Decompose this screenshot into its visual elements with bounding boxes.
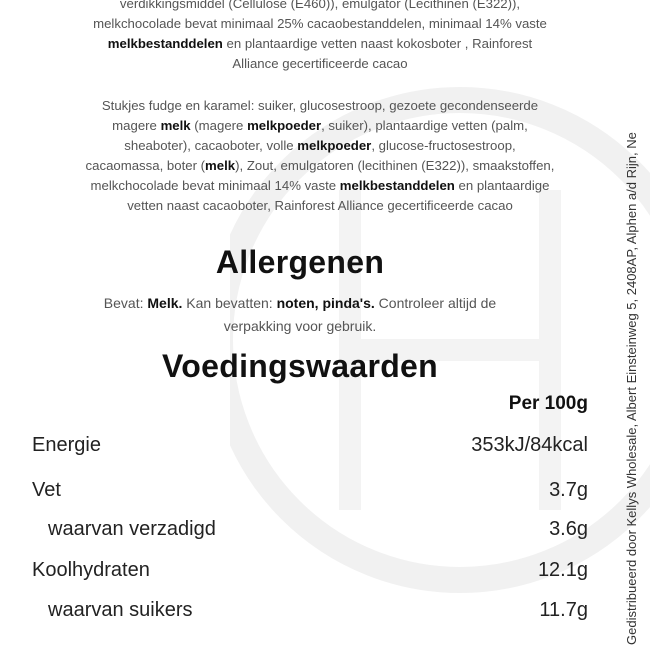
ingredients-line: vetten naast cacaoboter, Rainforest Alliance gecertificeerde cacao xyxy=(127,198,513,213)
nutrition-label: waarvan suikers xyxy=(48,599,193,621)
distributor-side-text xyxy=(624,0,644,650)
allergens-heading: Allergenen xyxy=(215,244,385,280)
ingredients-fragment: , glucose-fructosestroop, xyxy=(371,138,516,153)
ingredients-line: verdikkingsmiddel (Cellulose (E460)), emulgator (Lecithinen (E322)), xyxy=(119,0,521,11)
nutrition-heading: Voedingswaarden xyxy=(162,348,438,384)
ingredients-line xyxy=(30,116,610,136)
ingredients-line xyxy=(30,156,610,176)
ingredients-line xyxy=(30,136,610,156)
allergens-note: Controleer altijd de xyxy=(374,295,497,311)
contains-value: Melk. xyxy=(147,295,183,311)
allergen-emphasis: melkpoeder xyxy=(247,118,322,133)
ingredients-fragment: (magere xyxy=(190,118,248,133)
may-contain-label: Kan bevatten: xyxy=(182,295,277,311)
allergens-line xyxy=(40,292,560,315)
nutrition-value: 12.1g xyxy=(537,559,588,581)
allergens-text xyxy=(40,292,560,338)
nutrition-label: Vet xyxy=(32,479,61,501)
ingredients-fragment: magere xyxy=(112,118,161,133)
ingredients-fragment: en plantaardige xyxy=(454,178,550,193)
allergen-emphasis: melkpoeder xyxy=(297,138,372,153)
nutrition-value: 3.7g xyxy=(549,479,588,501)
ingredients-line xyxy=(30,34,610,54)
allergen-emphasis: melk xyxy=(160,118,191,133)
ingredients-fragment: sheaboter), cacaoboter, volle xyxy=(124,138,298,153)
nutrition-value: 11.7g xyxy=(539,599,588,621)
ingredients-line: melkchocolade bevat minimaal 25% cacaobestanddelen, minimaal 14% vaste xyxy=(93,16,547,31)
ingredients-fragment: en plantaardige vetten naast kokosboter , Rainforest xyxy=(222,36,533,51)
may-contain-value: noten, pinda's. xyxy=(276,295,375,311)
ingredients-text-top xyxy=(30,0,610,74)
allergen-emphasis: melkbestanddelen xyxy=(339,178,455,193)
ingredients-fragment: melkchocolade bevat minimaal 14% vaste xyxy=(90,178,340,193)
nutrition-label: Koolhydraten xyxy=(32,559,150,581)
nutrition-column-header: Per 100g xyxy=(508,393,588,414)
nutrition-row-sugars xyxy=(32,599,588,627)
nutrition-row-fat xyxy=(32,479,588,507)
nutrition-row-energy xyxy=(32,434,588,462)
contains-label: Bevat: xyxy=(103,295,148,311)
nutrition-value: 3.6g xyxy=(549,518,588,540)
ingredients-fragment: ), Zout, emulgatoren (lecithinen (E322)), smaakstoffen, xyxy=(235,158,555,173)
ingredients-line: Stukjes fudge en karamel: suiker, glucosestroop, gezoete gecondenseerde xyxy=(101,98,539,113)
nutrition-label: Energie xyxy=(32,434,101,456)
nutrition-label: waarvan verzadigd xyxy=(48,518,216,540)
distributor-text: Gedistribueerd door Kellys Wholesale, Albert Einsteinweg 5, 2408AP, Alphen a/d Rijn, Ne xyxy=(624,132,639,645)
nutrition-row-saturated-fat xyxy=(32,518,588,546)
allergen-emphasis: melkbestanddelen xyxy=(107,36,223,51)
nutrition-row-carbohydrates xyxy=(32,559,588,587)
allergens-note: verpakking voor gebruik. xyxy=(223,318,377,334)
allergen-emphasis: melk xyxy=(205,158,236,173)
ingredients-line: Alliance gecertificeerde cacao xyxy=(232,56,408,71)
nutrition-value: 353kJ/84kcal xyxy=(471,434,588,456)
ingredients-line xyxy=(30,176,610,196)
ingredients-fragment: , suiker), plantaardige vetten (palm, xyxy=(321,118,528,133)
ingredients-text-fudge xyxy=(30,96,610,216)
ingredients-fragment: cacaomassa, boter ( xyxy=(85,158,206,173)
